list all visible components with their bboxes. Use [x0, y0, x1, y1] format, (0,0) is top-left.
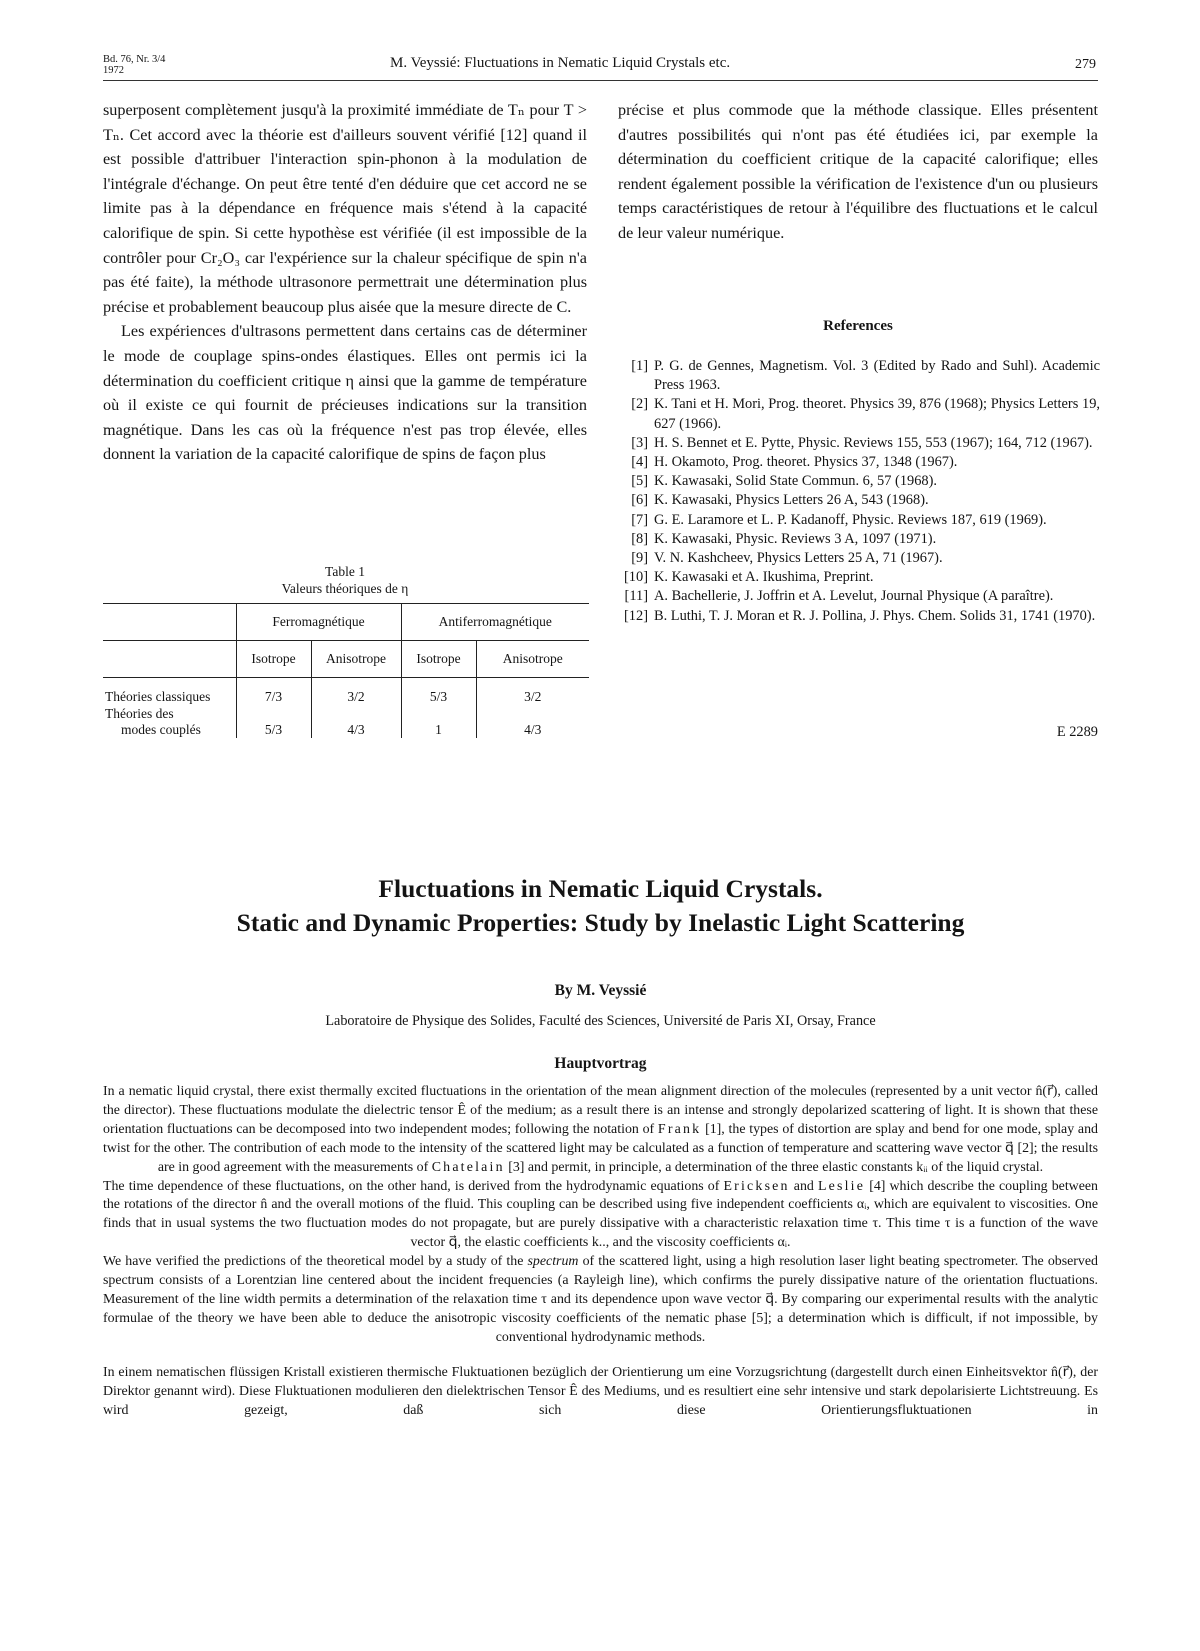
journal-volume — [103, 54, 165, 76]
reference-text: V. N. Kashcheev, Physics Letters 25 A, 71 (1967). — [654, 550, 943, 567]
author-name-leslie: Leslie — [817, 1178, 866, 1194]
abstract-text: In a nematic liquid crystal, there exist thermally excited fluctuations in the orientation of the mean alignment direction of the molecules (represented by a unit vector n̂(r⃗), called the director). These fluctuations modulate the dielectric tensor Ê of the medium; as a result there is an intense and strongly depolarized scattering of light. It is shown that these orientation fluctuations can be decomposed into two independent modes; following the notation of — [103, 1084, 1098, 1137]
abstract-text: We have verified the predictions of the theoretical model by a study of the — [103, 1254, 524, 1270]
abstract-text: [3] and permit, in principle, a determination of the three elastic constants kᵢᵢ of the liquid crystal. — [508, 1159, 1044, 1175]
reference-text: A. Bachellerie, J. Joffrin et A. Levelut, Journal Physique (A paraître). — [654, 588, 1054, 605]
page-number: 279 — [1075, 57, 1096, 72]
abstract-text: The time dependence of these fluctuations, on the other hand, is derived from the hydrodynamic equations of — [103, 1178, 720, 1194]
eta-values-table — [103, 603, 589, 738]
author-name-frank: Frank — [657, 1121, 702, 1137]
reference-number: [12] — [624, 607, 648, 624]
reference-item — [618, 491, 1100, 510]
reference-text: G. E. Laramore et L. P. Kadanoff, Physic. Reviews 187, 619 (1969). — [654, 511, 1047, 528]
reference-number: [4] — [631, 454, 648, 471]
table-cell: 4/3 — [476, 706, 589, 738]
reference-item — [618, 587, 1100, 606]
right-column — [618, 98, 1098, 246]
reference-number: [11] — [624, 588, 648, 605]
reference-number: [6] — [631, 492, 648, 509]
abstract-paragraph-1 — [103, 1083, 1098, 1178]
table-cell: 7/3 — [236, 678, 311, 707]
reference-text: K. Kawasaki, Physic. Reviews 3 A, 1097 (1971). — [654, 530, 937, 547]
reference-text: P. G. de Gennes, Magnetism. Vol. 3 (Edited by Rado and Suhl). Academic Press 1963. — [654, 358, 1100, 394]
year-label: 1972 — [103, 65, 124, 76]
table-corner-cell — [103, 641, 236, 678]
table-group-header: Antiferromagnétique — [401, 604, 589, 641]
references-heading: References — [823, 318, 893, 334]
reference-item — [618, 453, 1100, 472]
volume-label: Bd. 76, Nr. 3/4 — [103, 54, 166, 65]
reference-text: H. Okamoto, Prog. theoret. Physics 37, 1348 (1967). — [654, 454, 958, 471]
row-label-line: Théories des — [105, 706, 174, 721]
abstract-paragraph-german: In einem nematischen flüssigen Kristall existieren thermische Fluktuationen bezüglich der Orientierung um eine Vorzugsrichtung (dargestellt durch einen Einheitsvektor n̂(r⃗), der Direktor genannt wird). Diese Fluktuationen modulieren den dielektrischen Tensor Ê des Mediums, und es resultiert eine sehr intensive und stark depolarisierte Lichtstreuung. Es wird gezeigt, daß sich diese Orientierungsfluktuationen in — [103, 1364, 1098, 1418]
left-column — [103, 98, 587, 467]
article-title-line-2: Static and Dynamic Properties: Study by Inelastic Light Scattering — [236, 908, 965, 937]
table-corner-cell — [103, 604, 236, 641]
abstract-paragraph-3 — [103, 1253, 1098, 1348]
table-row-label — [103, 706, 236, 738]
table-cell: 1 — [401, 706, 476, 738]
table-sub-header: Isotrope — [236, 641, 311, 678]
reference-text: B. Luthi, T. J. Moran et R. J. Pollina, J. Phys. Chem. Solids 31, 1741 (1970). — [654, 607, 1096, 624]
table-sub-header: Anisotrope — [311, 641, 401, 678]
abstract-text: [1], the types of distortion are splay and bend for one mode, splay and twist for the other. The contribution of each mode to the intensity of the scattered light may be calculated as a function of temperature and scattering wave vector q⃗ [2]; the results are in good agreement with the measurements of — [103, 1121, 1098, 1175]
reference-text: K. Kawasaki, Physics Letters 26 A, 543 (1968). — [654, 492, 929, 509]
right-paragraph-1: précise et plus commode que la méthode classique. Elles présentent d'autres possibilités qui n'ont pas été étudiées ici, par exemple la détermination du coefficient critique de la capacité calorifique; elles rendent également possible la vérification de l'existence d'un ou plusieurs temps caractéristiques de retour à l'équilibre des fluctuations et le calcul de leur valeur numérique. — [618, 101, 1098, 242]
references-list — [618, 357, 1100, 626]
reference-number: [1] — [631, 358, 648, 374]
author-name-chatelain: Chatelain — [431, 1159, 505, 1175]
table-caption — [103, 563, 587, 597]
table-sub-header: Anisotrope — [476, 641, 589, 678]
table-cell: 5/3 — [401, 678, 476, 707]
table-sub-header: Isotrope — [401, 641, 476, 678]
table-cell: 5/3 — [236, 706, 311, 738]
abstract — [103, 1083, 1098, 1420]
reference-item — [618, 357, 1100, 395]
reference-item — [618, 549, 1100, 568]
author-name-ericksen: Ericksen — [723, 1178, 790, 1194]
reference-number: [5] — [631, 473, 648, 490]
table-cell: 3/2 — [476, 678, 589, 707]
reference-item — [618, 511, 1100, 530]
reference-number: [9] — [631, 550, 648, 567]
row-label-line: modes couplés — [121, 722, 201, 737]
reference-text: K. Kawasaki et A. Ikushima, Preprint. — [654, 569, 874, 586]
reference-number: [3] — [631, 434, 648, 451]
abstract-text: of the scattered light, using a high resolution laser light beating spectrometer. The observed spectrum consists of a Lorentzian line centered about the incident frequencies (a Rayleigh line), which confirms the purely dissipative nature of the orientation fluctuations. Measurement of the line width permits a determination of the relaxation time τ and its dependence upon wave vector q⃗. By comparing our experimental results with the analytic formulae of the theory we have been able to deduce the anisotropic viscosity coefficients of the nematic phase [5]; a determination which is difficult, if not impossible, by conventional hydrodynamic methods. — [103, 1254, 1098, 1345]
reference-number: [10] — [624, 569, 648, 586]
emphasis-spectrum: spectrum — [527, 1254, 579, 1270]
reference-text: H. S. Bennet et E. Pytte, Physic. Reviews 155, 553 (1967); 164, 712 (1967). — [654, 434, 1093, 451]
reference-text: K. Kawasaki, Solid State Commun. 6, 57 (1968). — [654, 473, 937, 490]
table-cell: 4/3 — [311, 706, 401, 738]
abstract-paragraph-2 — [103, 1178, 1098, 1254]
table-caption-text: Valeurs théoriques de η — [281, 581, 409, 596]
reference-item — [618, 607, 1100, 626]
author-byline: By M. Veyssié — [554, 982, 647, 999]
reference-text: K. Tani et H. Mori, Prog. theoret. Physics 39, 876 (1968); Physics Letters 19, 627 (1966). — [654, 396, 1100, 432]
reference-number: [2] — [631, 396, 648, 413]
article-title-line-1: Fluctuations in Nematic Liquid Crystals. — [378, 874, 823, 903]
reference-item — [618, 472, 1100, 491]
table-caption-number: Table 1 — [325, 564, 365, 579]
reference-number: [8] — [631, 530, 648, 547]
article-subtitle: Hauptvortrag — [554, 1055, 647, 1072]
reference-number: [7] — [631, 511, 648, 528]
reference-item — [618, 568, 1100, 587]
article-title — [103, 872, 1098, 940]
abstract-text: [4] which describe the coupling between the rotations of the director n̂ and the overall motions of the fluid. This coupling can be described using five independent coefficients αᵢ, which are equivalent to viscosities. One finds that in usual systems the two fluctuation modes do not propagate, but are purely dissipative with a characteristic relaxation time τ. This time τ is a function of the wave vector q⃗, the elastic coefficients k.., and the viscosity coefficients αᵢ. — [103, 1178, 1098, 1251]
abstract-conjunction: and — [793, 1178, 814, 1194]
table-row-label: Théories classiques — [105, 689, 211, 704]
table-cell: 3/2 — [311, 678, 401, 707]
left-paragraph-1: superposent complètement jusqu'à la proximité immédiate de Tₙ pour T > Tₙ. Cet accord avec la théorie est d'ailleurs souvent vérifié [12] quand il est possible d'attribuer l'interaction spin-phonon à la modulation de l'intégrale d'échange. On peut être tenté d'en déduire que cet accord ne se limite pas à la dépendance en fréquence mais s'étend à la capacité calorifique de spin. Si cette hypothèse est vérifiée (il est impossible de la contrôler pour Cr₂O₃ car l'expérience sur la chaleur spécifique de spin n'a pas été faite), la méthode ultrasonore permettrait une détermination plus précise et probablement beaucoup plus aisée que la mesure directe de C. — [103, 101, 587, 316]
header-divider — [103, 80, 1098, 81]
table-group-header: Ferromagnétique — [236, 604, 401, 641]
reference-item — [618, 395, 1100, 433]
running-title: M. Veyssié: Fluctuations in Nematic Liquid Crystals etc. — [390, 55, 731, 71]
reference-item — [618, 530, 1100, 549]
article-code: E 2289 — [1056, 724, 1098, 740]
left-paragraph-2: Les expériences d'ultrasons permettent dans certains cas de déterminer le mode de couplage spins-ondes élastiques. Elles ont permis ici la détermination du coefficient critique η ainsi que la gamme de température où il existe ce qui fournit de précieuses indications sur la transition magnétique. Dans les cas où la fréquence n'est pas trop élevée, elles donnent la variation de la capacité calorifique de spins de façon plus — [103, 322, 587, 464]
author-affiliation: Laboratoire de Physique des Solides, Faculté des Sciences, Université de Paris XI, Orsay, France — [325, 1013, 876, 1029]
reference-item — [618, 434, 1100, 453]
